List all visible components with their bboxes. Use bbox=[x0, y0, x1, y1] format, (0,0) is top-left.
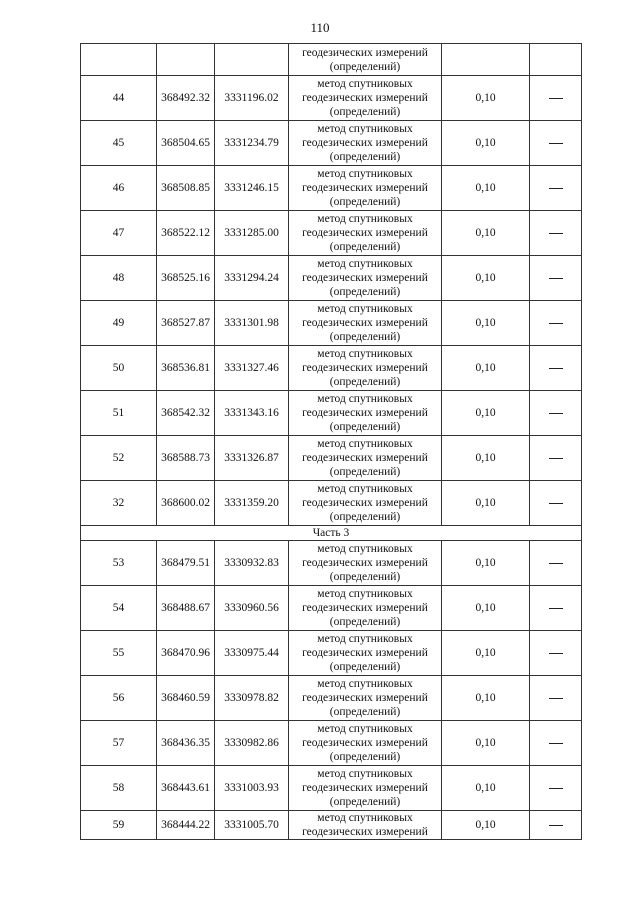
coordinate-y: 3331285.00 bbox=[215, 211, 289, 256]
empty-cell bbox=[442, 44, 530, 76]
point-number: 49 bbox=[81, 301, 157, 346]
dash-cell bbox=[530, 76, 582, 121]
table-row bbox=[81, 121, 582, 166]
dash-cell bbox=[530, 121, 582, 166]
method-line: метод спутниковых bbox=[317, 258, 413, 270]
point-number: 32 bbox=[81, 481, 157, 526]
continuation-row bbox=[81, 44, 582, 76]
method-line: геодезических измерений bbox=[302, 227, 428, 239]
dash-mark bbox=[549, 413, 563, 414]
dash-mark bbox=[549, 143, 563, 144]
method-line: геодезических измерений bbox=[302, 317, 428, 329]
dash-cell bbox=[530, 766, 582, 811]
method-line: (определений) bbox=[329, 60, 401, 73]
dash-cell bbox=[530, 481, 582, 526]
dash-cell bbox=[530, 676, 582, 721]
method-line: метод спутниковых bbox=[317, 393, 413, 405]
coordinate-y: 3331246.15 bbox=[215, 166, 289, 211]
coordinate-x: 368508.85 bbox=[157, 166, 215, 211]
coordinates-table-body bbox=[81, 44, 582, 840]
coordinate-y: 3330960.56 bbox=[215, 586, 289, 631]
dash-mark bbox=[549, 653, 563, 654]
dash-mark bbox=[549, 458, 563, 459]
accuracy-value: 0,10 bbox=[442, 256, 530, 301]
method-line: геодезических измерений bbox=[302, 452, 428, 464]
coordinate-y: 3331005.70 bbox=[215, 811, 289, 840]
accuracy-value: 0,10 bbox=[442, 721, 530, 766]
accuracy-value: 0,10 bbox=[442, 481, 530, 526]
method-line: геодезических измерений bbox=[302, 362, 428, 374]
dash-mark bbox=[549, 503, 563, 504]
coordinate-x: 368542.32 bbox=[157, 391, 215, 436]
coordinate-y: 3331326.87 bbox=[215, 436, 289, 481]
method-line: метод спутниковых bbox=[317, 812, 413, 824]
method-cell bbox=[289, 436, 442, 481]
method-line: (определений) bbox=[329, 706, 401, 718]
method-cell bbox=[289, 211, 442, 256]
method-line: (определений) bbox=[329, 796, 401, 808]
coordinate-x: 368488.67 bbox=[157, 586, 215, 631]
dash-mark bbox=[549, 278, 563, 279]
method-line: (определений) bbox=[329, 661, 401, 673]
accuracy-value: 0,10 bbox=[442, 301, 530, 346]
method-line: (определений) bbox=[329, 751, 401, 763]
accuracy-value: 0,10 bbox=[442, 541, 530, 586]
dash-mark bbox=[549, 188, 563, 189]
point-number: 56 bbox=[81, 676, 157, 721]
dash-mark bbox=[549, 368, 563, 369]
table-row bbox=[81, 256, 582, 301]
method-line: (определений) bbox=[329, 421, 401, 433]
method-line: метод спутниковых bbox=[317, 168, 413, 180]
page-number: 110 bbox=[310, 20, 330, 35]
coordinate-x: 368600.02 bbox=[157, 481, 215, 526]
empty-cell bbox=[81, 44, 157, 76]
accuracy-value: 0,10 bbox=[442, 76, 530, 121]
dash-mark bbox=[549, 825, 563, 826]
method-cell bbox=[289, 811, 442, 840]
coordinate-y: 3331234.79 bbox=[215, 121, 289, 166]
coordinate-x: 368443.61 bbox=[157, 766, 215, 811]
method-line: (определений) bbox=[329, 196, 401, 208]
part-heading-row bbox=[81, 526, 582, 541]
method-line: (определений) bbox=[329, 571, 401, 583]
method-cell bbox=[289, 586, 442, 631]
table-row bbox=[81, 721, 582, 766]
method-line: геодезических измерений bbox=[302, 272, 428, 284]
dash-mark bbox=[549, 608, 563, 609]
method-line: геодезических измерений bbox=[302, 407, 428, 419]
method-line: (определений) bbox=[329, 241, 401, 253]
method-cell bbox=[289, 766, 442, 811]
method-cell bbox=[289, 121, 442, 166]
coordinate-y: 3331003.93 bbox=[215, 766, 289, 811]
coordinate-x: 368527.87 bbox=[157, 301, 215, 346]
empty-cell bbox=[530, 44, 582, 76]
method-cell bbox=[289, 676, 442, 721]
method-line: метод спутниковых bbox=[317, 483, 413, 495]
method-cell bbox=[289, 391, 442, 436]
method-line: (определений) bbox=[329, 151, 401, 163]
method-line: (определений) bbox=[329, 106, 401, 118]
accuracy-value: 0,10 bbox=[442, 166, 530, 211]
accuracy-value: 0,10 bbox=[442, 391, 530, 436]
table-row bbox=[81, 766, 582, 811]
coordinate-y: 3331301.98 bbox=[215, 301, 289, 346]
dash-cell bbox=[530, 211, 582, 256]
dash-mark bbox=[549, 563, 563, 564]
empty-cell bbox=[157, 44, 215, 76]
point-number: 59 bbox=[81, 811, 157, 840]
method-line: геодезических измерений bbox=[302, 647, 428, 659]
dash-cell bbox=[530, 541, 582, 586]
coordinate-y: 3331196.02 bbox=[215, 76, 289, 121]
method-cell bbox=[289, 256, 442, 301]
method-line: (определений) bbox=[329, 466, 401, 478]
method-line: метод спутниковых bbox=[317, 348, 413, 360]
coordinate-y: 3330932.83 bbox=[215, 541, 289, 586]
point-number: 46 bbox=[81, 166, 157, 211]
point-number: 51 bbox=[81, 391, 157, 436]
point-number: 47 bbox=[81, 211, 157, 256]
method-cell bbox=[289, 301, 442, 346]
table-row bbox=[81, 586, 582, 631]
method-line: геодезических измерений bbox=[302, 782, 428, 794]
method-line: геодезических измерений bbox=[302, 557, 428, 569]
method-line: метод спутниковых bbox=[317, 588, 413, 600]
accuracy-value: 0,10 bbox=[442, 586, 530, 631]
dash-mark bbox=[549, 698, 563, 699]
table-row bbox=[81, 346, 582, 391]
table-row bbox=[81, 166, 582, 211]
dash-cell bbox=[530, 256, 582, 301]
table-row bbox=[81, 481, 582, 526]
accuracy-value: 0,10 bbox=[442, 436, 530, 481]
accuracy-value: 0,10 bbox=[442, 811, 530, 840]
method-line: метод спутниковых bbox=[317, 633, 413, 645]
coordinate-x: 368470.96 bbox=[157, 631, 215, 676]
method-line: геодезических измерений bbox=[302, 137, 428, 149]
empty-cell bbox=[215, 44, 289, 76]
dash-mark bbox=[549, 98, 563, 99]
point-number: 58 bbox=[81, 766, 157, 811]
method-cell bbox=[289, 166, 442, 211]
coordinate-y: 3330982.86 bbox=[215, 721, 289, 766]
method-line: геодезических измерений bbox=[302, 92, 428, 104]
coordinate-y: 3331327.46 bbox=[215, 346, 289, 391]
dash-mark bbox=[549, 743, 563, 744]
method-line: (определений) bbox=[329, 511, 401, 523]
coordinate-x: 368460.59 bbox=[157, 676, 215, 721]
part-heading: Часть 3 bbox=[81, 526, 582, 541]
point-number: 44 bbox=[81, 76, 157, 121]
accuracy-value: 0,10 bbox=[442, 631, 530, 676]
coordinate-y: 3330978.82 bbox=[215, 676, 289, 721]
accuracy-value: 0,10 bbox=[442, 676, 530, 721]
coordinate-y: 3331294.24 bbox=[215, 256, 289, 301]
table-row bbox=[81, 211, 582, 256]
dash-mark bbox=[549, 323, 563, 324]
table-row bbox=[81, 391, 582, 436]
coordinate-x: 368436.35 bbox=[157, 721, 215, 766]
method-cell bbox=[289, 481, 442, 526]
dash-cell bbox=[530, 391, 582, 436]
dash-cell bbox=[530, 346, 582, 391]
method-line: метод спутниковых bbox=[317, 438, 413, 450]
point-number: 57 bbox=[81, 721, 157, 766]
coordinate-x: 368492.32 bbox=[157, 76, 215, 121]
table-row bbox=[81, 541, 582, 586]
point-number: 53 bbox=[81, 541, 157, 586]
method-line: (определений) bbox=[329, 331, 401, 343]
dash-cell bbox=[530, 811, 582, 840]
method-cell bbox=[289, 721, 442, 766]
method-line: (определений) bbox=[329, 616, 401, 628]
method-cell bbox=[289, 631, 442, 676]
table-row bbox=[81, 436, 582, 481]
method-line: (определений) bbox=[329, 376, 401, 388]
point-number: 52 bbox=[81, 436, 157, 481]
method-line: геодезических измерений bbox=[302, 692, 428, 704]
accuracy-value: 0,10 bbox=[442, 766, 530, 811]
coordinate-x: 368536.81 bbox=[157, 346, 215, 391]
dash-cell bbox=[530, 436, 582, 481]
table-row bbox=[81, 676, 582, 721]
method-line: геодезических измерений bbox=[302, 602, 428, 614]
accuracy-value: 0,10 bbox=[442, 346, 530, 391]
table-row bbox=[81, 301, 582, 346]
dash-mark bbox=[549, 788, 563, 789]
point-number: 45 bbox=[81, 121, 157, 166]
coordinate-x: 368522.12 bbox=[157, 211, 215, 256]
coordinate-x: 368504.65 bbox=[157, 121, 215, 166]
table-row bbox=[81, 76, 582, 121]
coordinate-x: 368588.73 bbox=[157, 436, 215, 481]
coordinate-y: 3331343.16 bbox=[215, 391, 289, 436]
coordinate-y: 3331359.20 bbox=[215, 481, 289, 526]
method-line: геодезических измерений bbox=[302, 46, 428, 59]
point-number: 50 bbox=[81, 346, 157, 391]
dash-cell bbox=[530, 166, 582, 211]
method-line: метод спутниковых bbox=[317, 678, 413, 690]
method-line: геодезических измерений bbox=[302, 826, 428, 838]
table-row bbox=[81, 631, 582, 676]
coordinate-x: 368479.51 bbox=[157, 541, 215, 586]
accuracy-value: 0,10 bbox=[442, 211, 530, 256]
coordinates-table bbox=[80, 43, 582, 840]
method-cell bbox=[289, 346, 442, 391]
point-number: 54 bbox=[81, 586, 157, 631]
method-line: метод спутниковых bbox=[317, 123, 413, 135]
table-row bbox=[81, 811, 582, 840]
dash-cell bbox=[530, 301, 582, 346]
method-line: метод спутниковых bbox=[317, 213, 413, 225]
method-line: метод спутниковых bbox=[317, 768, 413, 780]
dash-mark bbox=[549, 233, 563, 234]
method-line: геодезических измерений bbox=[302, 497, 428, 509]
dash-cell bbox=[530, 721, 582, 766]
dash-cell bbox=[530, 586, 582, 631]
method-line: метод спутниковых bbox=[317, 723, 413, 735]
method-cell bbox=[289, 44, 442, 76]
coordinate-x: 368444.22 bbox=[157, 811, 215, 840]
coordinate-x: 368525.16 bbox=[157, 256, 215, 301]
dash-cell bbox=[530, 631, 582, 676]
point-number: 48 bbox=[81, 256, 157, 301]
method-line: метод спутниковых bbox=[317, 78, 413, 90]
method-line: геодезических измерений bbox=[302, 182, 428, 194]
method-cell bbox=[289, 76, 442, 121]
point-number: 55 bbox=[81, 631, 157, 676]
method-line: геодезических измерений bbox=[302, 737, 428, 749]
method-line: (определений) bbox=[329, 286, 401, 298]
method-line: метод спутниковых bbox=[317, 543, 413, 555]
method-line: метод спутниковых bbox=[317, 303, 413, 315]
coordinate-y: 3330975.44 bbox=[215, 631, 289, 676]
accuracy-value: 0,10 bbox=[442, 121, 530, 166]
method-cell bbox=[289, 541, 442, 586]
